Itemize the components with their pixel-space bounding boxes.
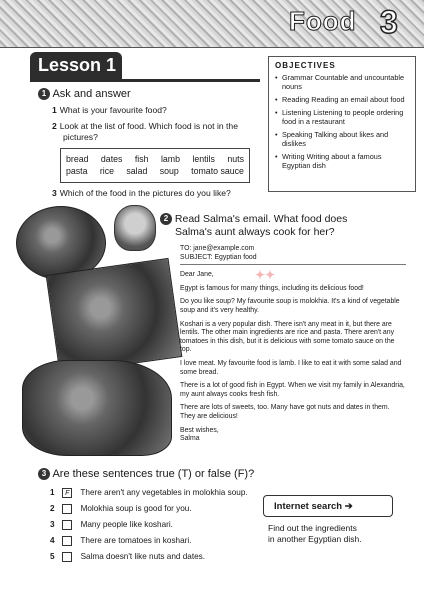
section1-heading bbox=[38, 88, 131, 100]
statement-1-number: 1 bbox=[50, 488, 55, 497]
section2-number: 2 bbox=[160, 213, 172, 225]
unit-banner bbox=[0, 0, 424, 48]
unit-title: Food bbox=[289, 6, 357, 36]
section3-title: Are these sentences true (T) or false (F)? bbox=[52, 468, 255, 480]
objective-writing: • Writing Writing about a famous Egyptian dish bbox=[275, 152, 409, 170]
statement-2-text: Molokhia soup is good for you. bbox=[80, 504, 192, 513]
section1-number: 1 bbox=[38, 88, 50, 100]
section1-title: Ask and answer bbox=[52, 88, 131, 100]
question-2-cont: pictures? bbox=[63, 132, 98, 142]
statement-5-answer-box[interactable] bbox=[62, 552, 72, 562]
lesson-tab bbox=[30, 52, 122, 79]
statement-2-answer-box[interactable] bbox=[62, 504, 72, 514]
food-soup: soup bbox=[159, 166, 179, 176]
statement-5 bbox=[50, 551, 205, 562]
statement-2 bbox=[50, 503, 192, 514]
food-lamb: lamb bbox=[160, 154, 181, 164]
food-bread: bread bbox=[66, 154, 89, 164]
objectives-box bbox=[268, 56, 416, 192]
food-dates: dates bbox=[100, 154, 123, 164]
question-2-line1: Look at the list of food. Which food is not in the bbox=[59, 121, 238, 131]
section2-line1: Read Salma's email. What food does bbox=[174, 213, 348, 225]
email-paragraph-2: Do you like soup? My favourite soup is molokhia. It's a kind of vegetable soup and it's very healthy. bbox=[180, 298, 400, 314]
food-rice: rice bbox=[99, 166, 115, 176]
email-paragraph-5: There is a lot of good fish in Egypt. When we visit my family in Alexandria, my aunt always cooks fresh fish. bbox=[180, 382, 405, 398]
statement-4-number: 4 bbox=[50, 536, 55, 545]
internet-search-text bbox=[268, 523, 393, 545]
statement-1 bbox=[50, 487, 248, 498]
email-subject: SUBJECT: Egyptian food bbox=[180, 253, 257, 261]
arrow-right-icon: ➔ bbox=[344, 501, 353, 512]
internet-search-line1: Find out the ingredients bbox=[268, 523, 357, 533]
objective-speaking: • Speaking Talking about likes and dislikes bbox=[275, 130, 409, 148]
fish-platter-photo bbox=[46, 258, 183, 374]
internet-search-line2: in another Egyptian dish. bbox=[268, 534, 362, 544]
food-list-box bbox=[60, 148, 250, 183]
salma-photo bbox=[114, 205, 156, 251]
question-1 bbox=[52, 105, 167, 116]
question-1-number: 1 bbox=[52, 105, 57, 115]
statement-4-answer-box[interactable] bbox=[62, 536, 72, 546]
question-3-number: 3 bbox=[52, 188, 57, 198]
email-paragraph-4: I love meat. My favourite food is lamb. I like to eat it with some salad and some bread. bbox=[180, 359, 402, 376]
food-lentils: lentils bbox=[192, 154, 215, 164]
question-2-number: 2 bbox=[52, 121, 57, 131]
lamb-dish-photo bbox=[22, 360, 172, 456]
statement-3-answer-box[interactable] bbox=[62, 520, 72, 530]
question-3-text: Which of the food in the pictures do you like? bbox=[59, 188, 231, 198]
email-closing: Best wishes, bbox=[180, 426, 219, 434]
email-header bbox=[180, 245, 406, 265]
statement-5-text: Salma doesn't like nuts and dates. bbox=[80, 552, 206, 561]
statement-4-text: There are tomatoes in koshari. bbox=[80, 536, 192, 545]
statement-1-text: There aren't any vegetables in molokhia soup. bbox=[80, 488, 248, 497]
statement-4 bbox=[50, 535, 191, 546]
email-to: TO: jane@example.com bbox=[180, 245, 255, 252]
lesson-divider bbox=[30, 79, 260, 82]
internet-search-title bbox=[263, 495, 393, 517]
question-2 bbox=[52, 121, 238, 132]
section2-line2: Salma's aunt always cook for her? bbox=[175, 226, 335, 238]
email-greeting: Dear Jane, bbox=[180, 271, 214, 279]
food-tomato-sauce: tomato sauce bbox=[191, 166, 244, 176]
email-paragraph-3: Koshari is a very popular dish. There isn't any meat in it, but there are lentils. The other main ingredients are rice and pasta. There aren't any tomatoes in this dish, but it is delicious with some tomato sauce on the top. bbox=[180, 320, 395, 354]
section2-heading bbox=[160, 213, 347, 239]
email-signature: Salma bbox=[180, 435, 200, 443]
food-row-2 bbox=[66, 165, 244, 177]
email-paragraph-1: Egypt is famous for many things, including its delicious food! bbox=[180, 284, 364, 292]
statement-1-answer-box[interactable]: F bbox=[62, 488, 72, 498]
email-paragraph-6: There are lots of sweets, too. Many have got nuts and dates in them. They are delicious! bbox=[180, 404, 390, 420]
statement-5-number: 5 bbox=[50, 552, 55, 561]
internet-search-box bbox=[263, 495, 393, 563]
unit-number: 3 bbox=[380, 4, 398, 40]
food-nuts: nuts bbox=[227, 154, 244, 164]
watermark-logo: ✦✦ bbox=[255, 268, 276, 282]
question-1-text: What is your favourite food? bbox=[59, 105, 167, 115]
objective-listening: • Listening Listening to people ordering food in a restaurant bbox=[275, 108, 409, 126]
objectives-heading: OBJECTIVES bbox=[275, 61, 336, 70]
internet-search-label: Internet search bbox=[274, 501, 343, 512]
food-salad: salad bbox=[126, 166, 148, 176]
lesson-label: Lesson 1 bbox=[38, 55, 117, 75]
statement-3 bbox=[50, 519, 173, 530]
food-pasta: pasta bbox=[66, 166, 88, 176]
section3-number: 3 bbox=[38, 468, 50, 480]
food-row-1 bbox=[66, 153, 244, 165]
section3-heading bbox=[38, 468, 254, 480]
statement-2-number: 2 bbox=[50, 504, 55, 513]
statement-3-number: 3 bbox=[50, 520, 55, 529]
objective-reading: • Reading Reading an email about food bbox=[275, 95, 409, 104]
question-3 bbox=[52, 188, 231, 199]
food-fish: fish bbox=[134, 154, 149, 164]
objective-grammar: • Grammar Countable and uncountable nouns bbox=[275, 73, 409, 91]
statement-3-text: Many people like koshari. bbox=[80, 520, 173, 529]
